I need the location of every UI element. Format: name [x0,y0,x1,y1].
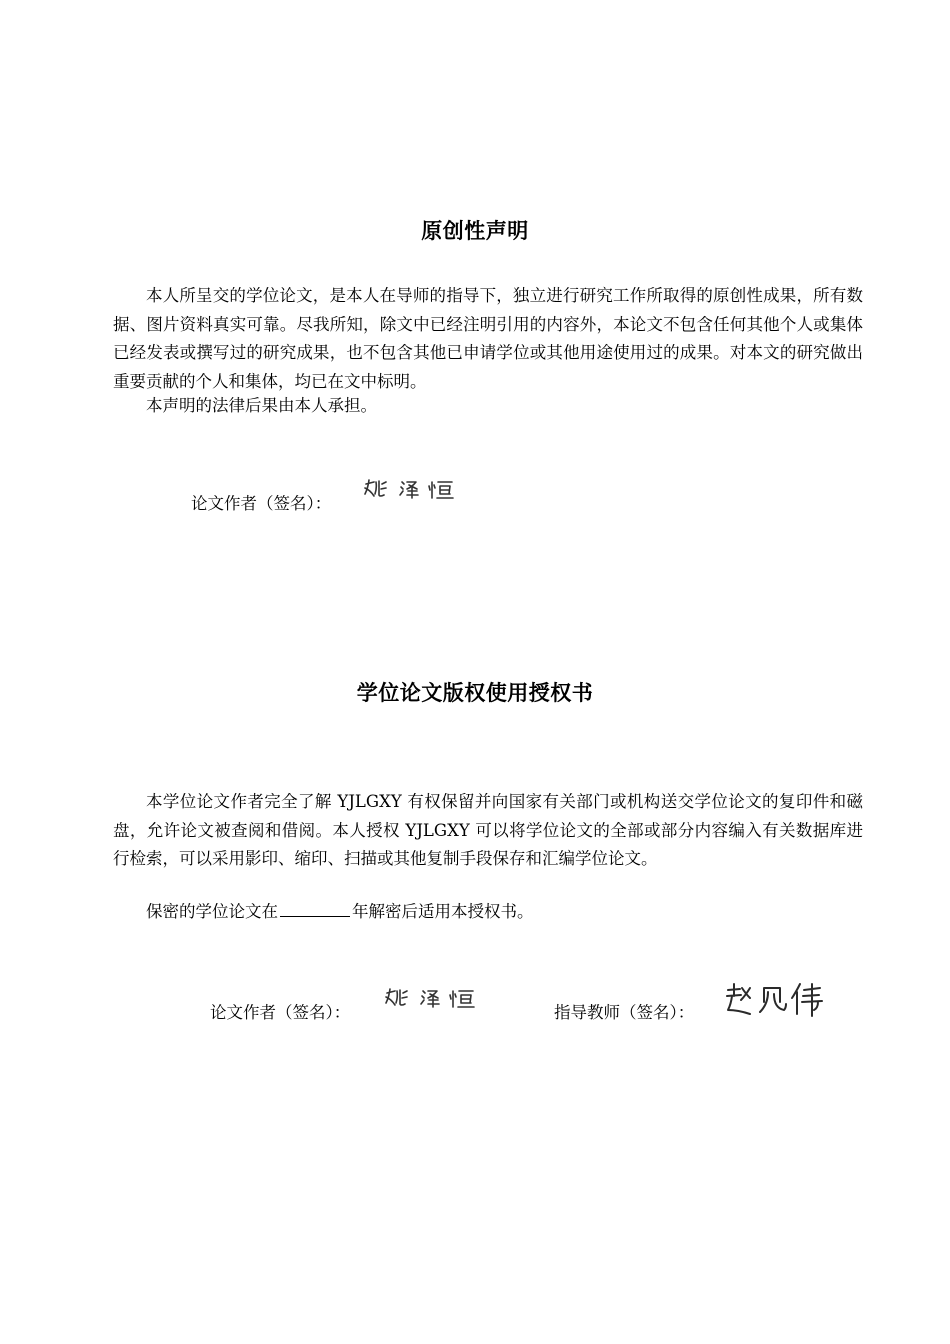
advisor-signature [724,980,828,1018]
handwritten-signature-icon [383,985,479,1011]
originality-declaration-paragraph: 本人所呈交的学位论文，是本人在导师的指导下，独立进行研究工作所取得的原创性成果，所有数据、图片资料真实可靠。尽我所知，除文中已经注明引用的内容外，本论文不包含任何其他个人或集体已经发表或撰写过的研究成果，也不包含其他已申请学位或其他用途使用过的成果。对本文的研究做出重要贡献的个人和集体，均已在文中标明。 [113,286,863,391]
copyright-authorization-title: 学位论文版权使用授权书 [356,681,594,705]
confidentiality-text-before: 保密的学位论文在 [146,902,278,921]
confidentiality-text-after: 年解密后适用本授权书。 [352,902,534,921]
originality-declaration-title: 原创性声明 [421,219,529,243]
authorization-author-signature-label: 论文作者（签名）： [210,1003,351,1022]
copyright-authorization-paragraph: 本学位论文作者完全了解 YJLGXY 有权保留并向国家有关部门或机构送交学位论文的复印件和磁盘，允许论文被查阅和借阅。本人授权 YJLGXY 可以将学位论文的全部或部分内容编入有关数据库进行检索，可以采用影印、缩印、扫描或其他复制手段保存和汇编学位论文。 [113,792,863,868]
confidentiality-years-blank [280,902,350,917]
handwritten-signature-icon [724,980,828,1018]
advisor-signature-label: 指导教师（签名）： [554,1003,695,1022]
declaration-author-signature [362,476,458,502]
confidentiality-paragraph [113,898,863,927]
handwritten-signature-icon [362,476,458,502]
legal-consequence-paragraph: 本声明的法律后果由本人承担。 [146,396,377,415]
authorization-author-signature [383,985,479,1011]
declaration-author-signature-label: 论文作者（签名）： [191,494,332,513]
